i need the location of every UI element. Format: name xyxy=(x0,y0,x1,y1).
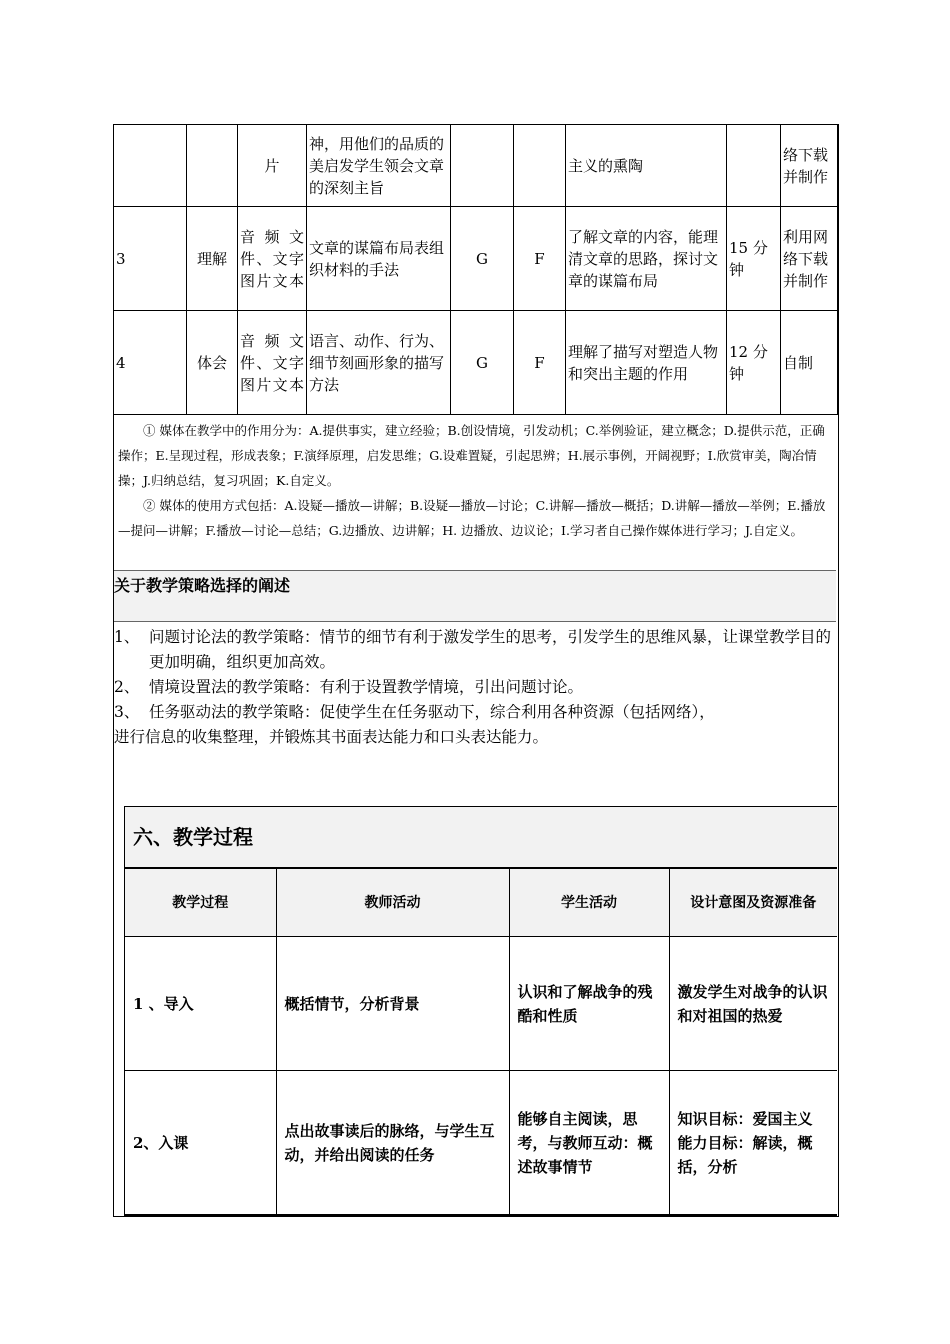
teacher-activity: 概括情节，分析背景 xyxy=(276,937,509,1071)
media-use: F xyxy=(514,207,566,311)
media-num: 4 xyxy=(114,311,187,415)
list-number: 3、 xyxy=(114,703,140,721)
media-table xyxy=(113,124,838,415)
list-number: 1、 xyxy=(114,628,140,646)
media-notes xyxy=(114,414,836,543)
teacher-activity: 点出故事读后的脉络，与学生互动，并给出阅读的任务 xyxy=(276,1071,509,1215)
column-header: 学生活动 xyxy=(509,869,669,937)
media-type: 片 xyxy=(238,125,307,207)
column-header: 教师活动 xyxy=(276,869,509,937)
strategy-heading: 关于教学策略选择的阐述 xyxy=(114,570,836,622)
table-row xyxy=(125,1071,837,1215)
process-stage: 2、入课 xyxy=(125,1071,276,1215)
list-text: 情境设置法的教学策略：有利于设置教学情境，引出问题讨论。 xyxy=(149,678,584,696)
media-goal xyxy=(187,125,238,207)
section-title: 六、教学过程 xyxy=(125,807,837,868)
media-num: 3 xyxy=(114,207,187,311)
media-use: F xyxy=(514,311,566,415)
table-row xyxy=(114,207,838,311)
design-intent: 知识目标：爱国主义 能力目标：解读，概括，分析 xyxy=(669,1071,837,1215)
media-content: 文章的谋篇布局表组织材料的手法 xyxy=(307,207,451,311)
media-result: 了解文章的内容，能理清文章的思路，探讨文章的谋篇布局 xyxy=(566,207,727,311)
list-item xyxy=(114,675,836,700)
table-row xyxy=(114,311,838,415)
note-media-use: ② 媒体的使用方式包括：A.设疑—播放—讲解；B.设疑—播放—讨论；C.讲解—播放—概括；D.讲解—播放—举例；E.播放—提问—讲解；F.播放—讨论—总结；G.边播放、边讲解；H. 边播放、边议论；I.学习者自己操作媒体进行学习；J.自定义。 xyxy=(118,498,826,538)
media-time: 15 分钟 xyxy=(727,207,781,311)
media-use xyxy=(514,125,566,207)
list-text: 问题讨论法的教学策略：情节的细节有利于激发学生的思考，引发学生的思维风暴，让课堂教学目的更加明确，组织更加高效。 xyxy=(149,628,832,671)
design-intent: 激发学生对战争的认识和对祖国的热爱 xyxy=(669,937,837,1071)
media-source: 络下载并制作 xyxy=(781,125,838,207)
media-goal: 体会 xyxy=(187,311,238,415)
media-content: 语言、动作、行为、细节刻画形象的描写方法 xyxy=(307,311,451,415)
column-header: 教学过程 xyxy=(125,869,276,937)
media-role: G xyxy=(451,311,514,415)
table-row xyxy=(114,125,838,207)
student-activity: 能够自主阅读，思考，与教师互动：概述故事情节 xyxy=(509,1071,669,1215)
strategy-tail: 进行信息的收集整理，并锻炼其书面表达能力和口头表达能力。 xyxy=(114,728,549,746)
list-item xyxy=(114,700,836,725)
process-stage: 1 、导入 xyxy=(125,937,276,1071)
teaching-process-section xyxy=(124,806,837,1216)
media-type: 音频文件、文字图片文本 xyxy=(238,207,307,311)
media-num xyxy=(114,125,187,207)
media-type: 音频文件、文字图片文本 xyxy=(238,311,307,415)
list-text: 任务驱动法的教学策略：促使学生在任务驱动下，综合利用各种资源（包括网络）， xyxy=(149,703,715,721)
media-source: 利用网络下载并制作 xyxy=(781,207,838,311)
media-goal: 理解 xyxy=(187,207,238,311)
note-media-role: ① 媒体在教学中的作用分为：A.提供事实，建立经验；B.创设情境，引发动机；C.举例验证，建立概念；D.提供示范，正确操作；E.呈现过程，形成表象；F.演绎原理，启发思维；G.设难置疑，引起思辨；H.展示事例，开阔视野；I.欣赏审美，陶冶情操；J.归纳总结，复习巩固；K.自定义。 xyxy=(118,423,825,488)
process-table xyxy=(125,868,837,1215)
list-item xyxy=(114,625,836,675)
table-row xyxy=(125,937,837,1071)
media-role xyxy=(451,125,514,207)
column-header: 设计意图及资源准备 xyxy=(669,869,837,937)
media-source: 自制 xyxy=(781,311,838,415)
media-result: 理解了描写对塑造人物和突出主题的作用 xyxy=(566,311,727,415)
media-time: 12 分钟 xyxy=(727,311,781,415)
list-number: 2、 xyxy=(114,678,140,696)
media-role: G xyxy=(451,207,514,311)
table-header-row xyxy=(125,869,837,937)
strategy-section xyxy=(114,625,836,750)
student-activity: 认识和了解战争的残酷和性质 xyxy=(509,937,669,1071)
media-time xyxy=(727,125,781,207)
media-content: 神，用他们的品质的美启发学生领会文章的深刻主旨 xyxy=(307,125,451,207)
media-result: 主义的熏陶 xyxy=(566,125,727,207)
